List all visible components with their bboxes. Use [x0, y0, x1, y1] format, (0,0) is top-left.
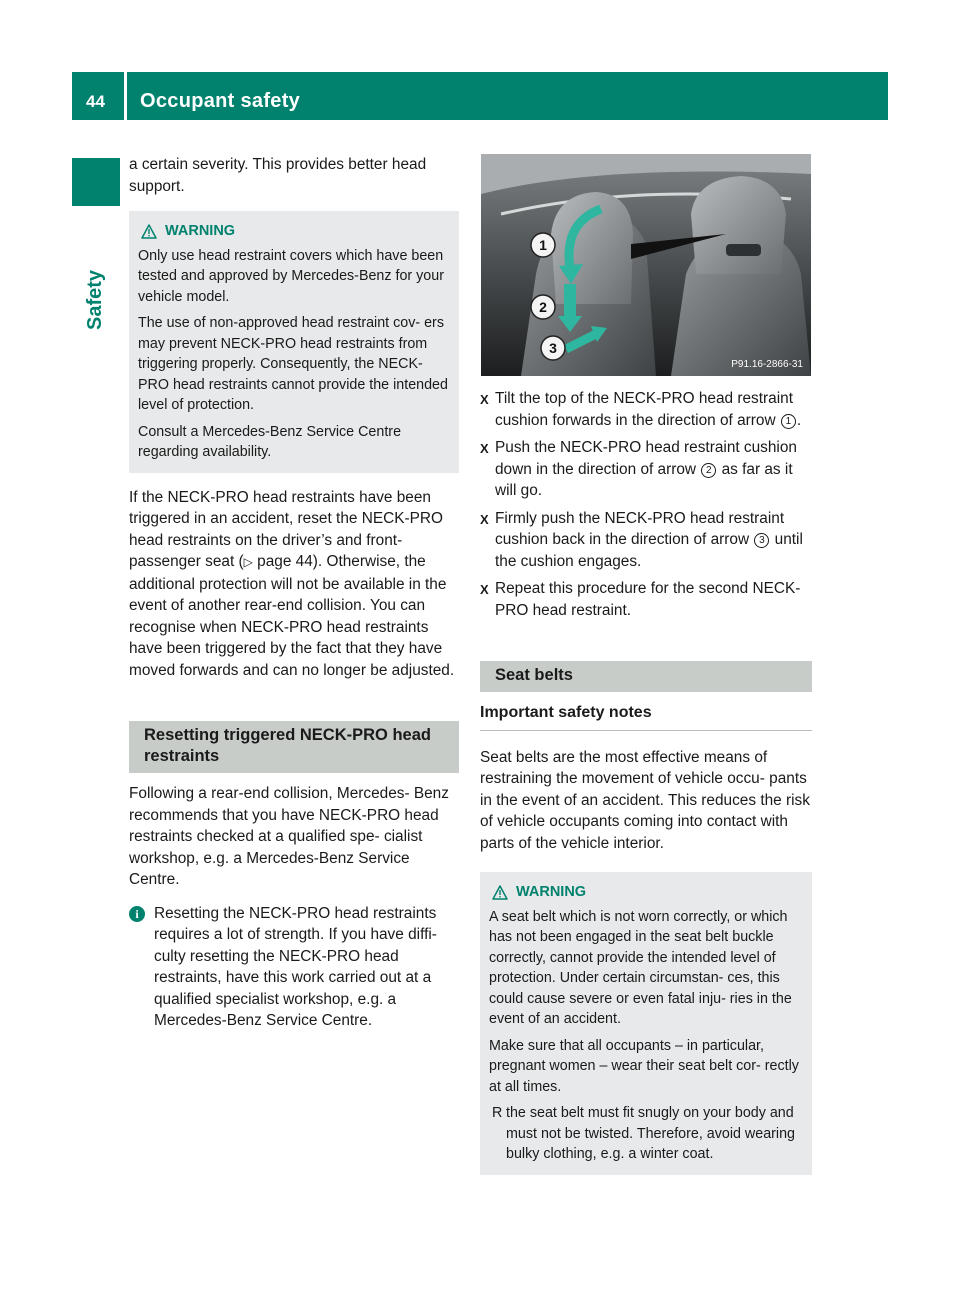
step-1 — [480, 388, 812, 431]
warning-text: The use of non-approved head restraint cov- ers may prevent NECK-PRO head restraints from triggering properly. Consequently, the NECK-PRO head restraints cannot provide the intended level of protection. — [138, 315, 448, 413]
step-marker-icon: X — [480, 511, 489, 527]
callout-2: 2 — [539, 299, 547, 315]
warning-bullet — [489, 1103, 804, 1165]
resetting-paragraph: Following a rear-end collision, Mercedes- Benz recommends that you have NECK-PRO head restraints checked at a qualified spe- cialist workshop, e.g. a Mercedes-Benz Service Centre. — [129, 785, 449, 888]
step-marker-icon: X — [480, 582, 489, 597]
page-reference-arrow-icon: ▷ — [243, 555, 253, 569]
warning-heading — [138, 221, 451, 242]
section-heading-resetting: Resetting triggered NECK-PRO head restraints — [129, 721, 459, 773]
step-text: Push the NECK-PRO head restraint cushion down in the direction of arrow 2 as far as it will go. — [495, 439, 797, 499]
warning-triangle-icon — [141, 224, 157, 239]
warning-box-neck-pro — [129, 211, 459, 473]
arrow-3-ref: 3 — [754, 533, 769, 548]
warning-text: Consult a Mercedes-Benz Service Centre regarding availability. — [138, 423, 402, 460]
section-heading-seat-belts: Seat belts — [480, 661, 812, 692]
arrow-2-ref: 2 — [701, 463, 716, 478]
warning-title: WARNING — [516, 884, 587, 900]
step-2 — [480, 437, 812, 502]
step-text: Repeat this procedure for the second NECK-PRO head restraint. — [495, 580, 801, 619]
step-text: Firmly push the NECK-PRO head restraint cushion back in the direction of arrow 3 until the cushion engages. — [495, 509, 803, 570]
info-text: Resetting the NECK-PRO head restraints requires a lot of strength. If you have diffi- culty resetting the NECK-PRO head restraints, have this work carried out at a qualified specialist workshop, e.g. a Mercedes-Benz Service Centre. — [154, 904, 437, 1029]
subheading-important-safety-notes: Important safety notes — [480, 702, 812, 731]
header-divider — [124, 72, 127, 120]
step-text: Tilt the top of the NECK-PRO head restraint cushion forwards in the direction of arrow 1 . — [495, 390, 802, 429]
page-title: Occupant safety — [140, 90, 301, 112]
step-marker-icon: X — [480, 441, 489, 456]
warning-heading — [489, 882, 804, 903]
bullet-icon: R — [492, 1105, 503, 1121]
callout-3: 3 — [549, 340, 557, 356]
left-column — [129, 154, 459, 1032]
page-reference-link[interactable]: page 44). — [252, 553, 327, 570]
info-note — [129, 903, 459, 1032]
warning-text: Only use head restraint covers which have been tested and approved by Mercedes-Benz for your vehicle model. — [138, 247, 444, 305]
right-column — [480, 388, 812, 1189]
figure-code: P91.16-2866-31 — [731, 359, 803, 370]
warning-text: A seat belt which is not worn correctly, or which has not been engaged in the seat belt buckle correctly, cannot provide the intended level of protection. Under certain circumstan- ces, this could cause severe or even fatal inju- ries in the event of an accident. — [489, 908, 792, 1027]
warning-title: WARNING — [165, 223, 236, 239]
warning-box-seat-belt — [480, 872, 812, 1175]
warning-triangle-icon — [492, 885, 508, 900]
seat-belt-paragraph: Seat belts are the most effective means of restraining the movement of vehicle occu- pants in the event of an accident. This reduces the risk of vehicle occupants coming into contact with parts of the vehicle interior. — [480, 748, 810, 852]
warning-text: Make sure that all occupants – in particular, pregnant women – wear their seat belt cor- rectly at all times. — [489, 1037, 799, 1095]
bullet-text: the seat belt must fit snugly on your body and must not be twisted. Therefore, avoid wearing bulky clothing, e.g. a winter coat. — [506, 1105, 796, 1162]
page-number: 44 — [86, 92, 105, 111]
reset-paragraph: If the NECK-PRO head restraints have been triggered in an accident, reset the NECK-PRO head restraints on the driver’s and front- passenger seat (▷ page 44). Otherwise, the additional protection will not be available in the event of another rear-end collision. You can recognise when NECK-PRO head restraints have been triggered by the fact that they have moved forwards and can no longer be adjusted. — [129, 488, 455, 679]
callout-1: 1 — [539, 237, 547, 253]
step-4 — [480, 578, 812, 621]
side-tab-label: Safety — [84, 269, 106, 330]
arrow-1-ref: 1 — [781, 414, 796, 429]
intro-paragraph: a certain severity. This provides better head support. — [129, 156, 427, 195]
step-3 — [480, 508, 812, 573]
side-tab-marker — [72, 158, 120, 206]
step-marker-icon: X — [480, 392, 489, 407]
head-restraint-figure — [481, 154, 811, 376]
head-restraint-illustration — [481, 154, 811, 376]
info-icon: i — [129, 906, 145, 922]
